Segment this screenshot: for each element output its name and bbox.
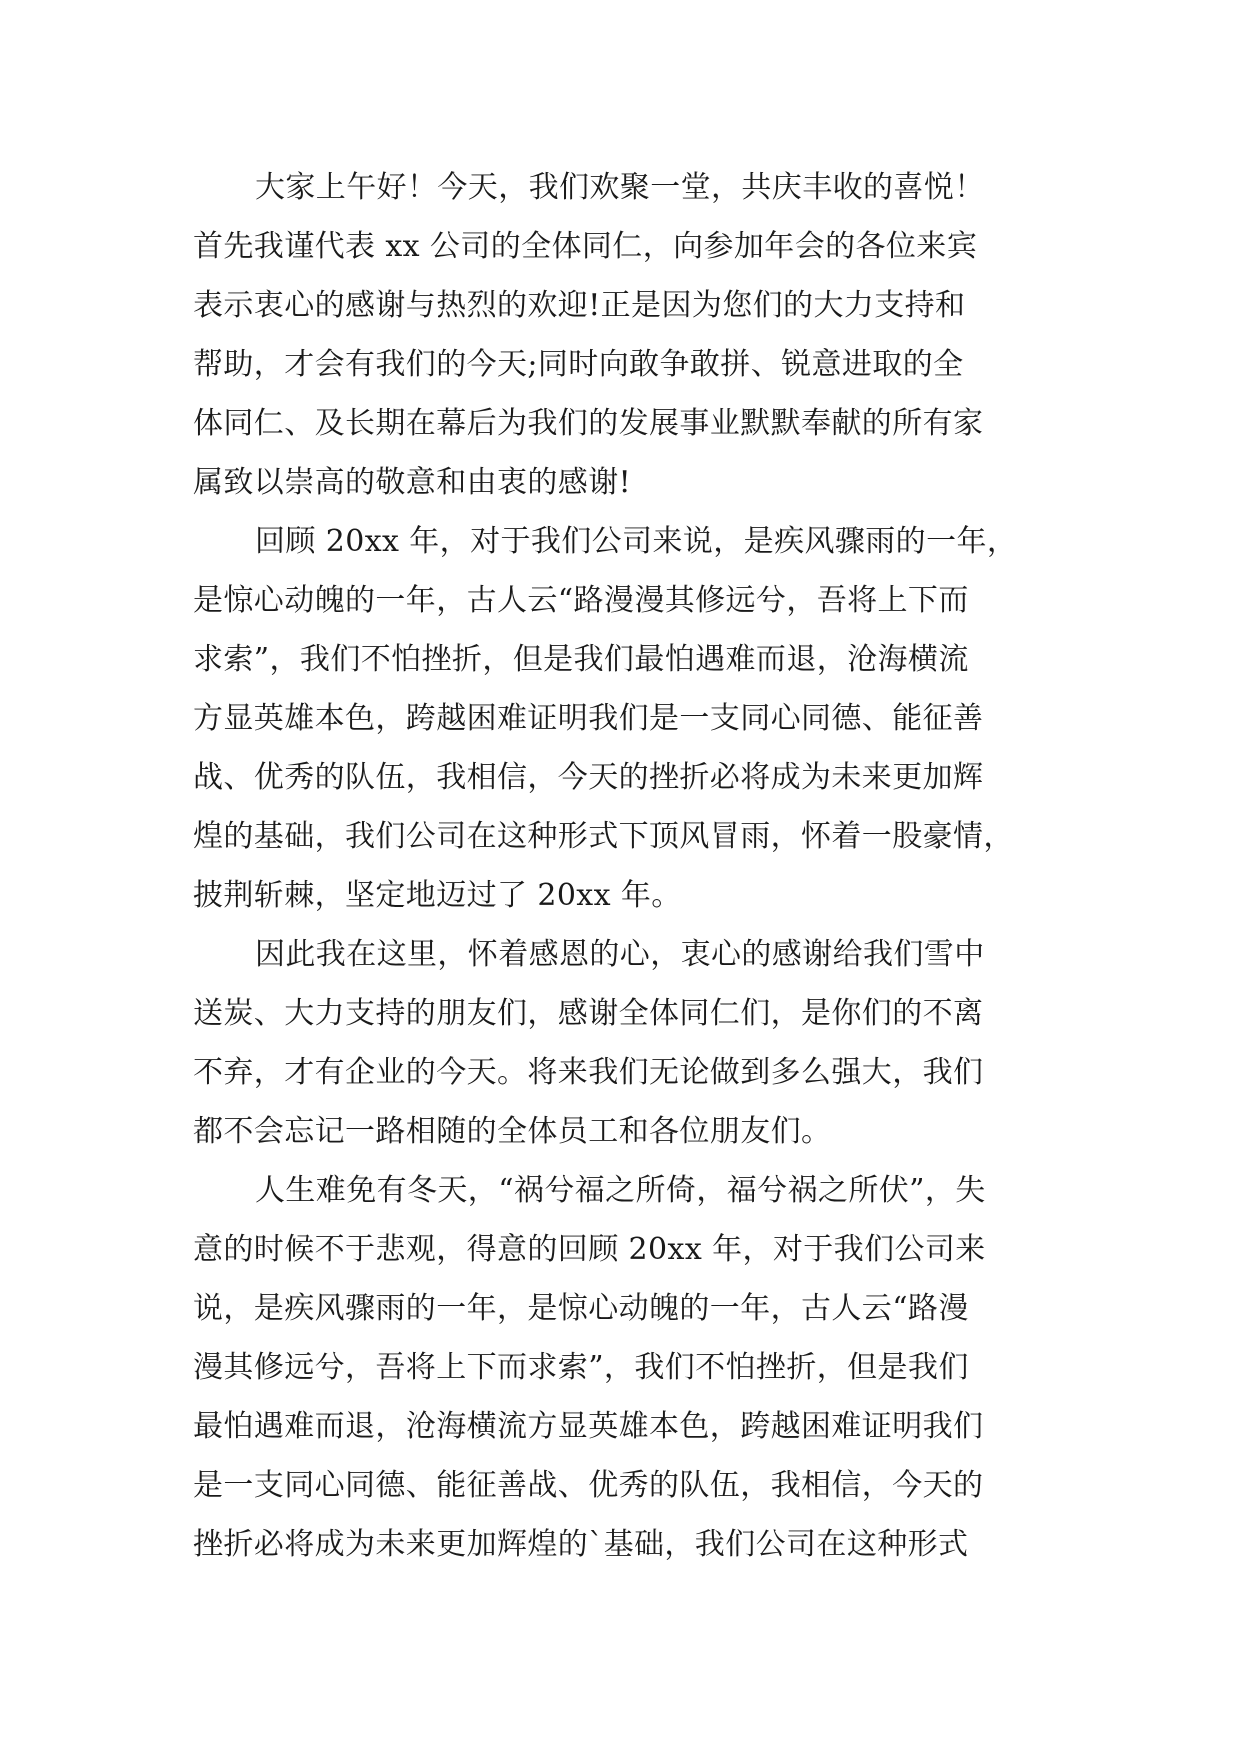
document-body: [193, 158, 1053, 1574]
text-line: 披荆斩棘，坚定地迈过了 20xx 年。: [193, 878, 682, 913]
text-line: 说，是疾风骤雨的一年，是惊心动魄的一年，古人云“路漫: [193, 1291, 969, 1326]
text-line: 意的时候不于悲观，得意的回顾 20xx 年，对于我们公司来: [193, 1232, 986, 1267]
text-line: 求索”，我们不怕挫折，但是我们最怕遇难而退，沧海横流: [193, 642, 969, 677]
text-line: 煌的基础，我们公司在这种形式下顶风冒雨，怀着一股豪情，: [193, 819, 1014, 854]
text-line: 人生难免有冬天，“祸兮福之所倚，福兮祸之所伏”，失: [255, 1173, 986, 1208]
text-line: 属致以崇高的敬意和由衷的感谢!: [193, 465, 632, 500]
paragraph-gratitude: [193, 925, 1053, 1161]
paragraph-review: [193, 512, 1053, 925]
paragraph-greeting: [193, 158, 1053, 512]
text-line: 是一支同心同德、能征善战、优秀的队伍，我相信，今天的: [193, 1468, 984, 1503]
text-line: 大家上午好！今天，我们欢聚一堂，共庆丰收的喜悦！: [255, 170, 985, 205]
text-line: 因此我在这里，怀着感恩的心，衷心的感谢给我们雪中: [255, 937, 985, 972]
text-line: 挫折必将成为未来更加辉煌的`基础，我们公司在这种形式: [193, 1527, 969, 1562]
text-line: 帮助，才会有我们的今天;同时向敢争敢拼、锐意进取的全: [193, 347, 964, 382]
text-line: 方显英雄本色，跨越困难证明我们是一支同心同德、能征善: [193, 701, 984, 736]
text-line: 都不会忘记一路相随的全体员工和各位朋友们。: [193, 1114, 832, 1149]
text-line: 表示衷心的感谢与热烈的欢迎!正是因为您们的大力支持和: [193, 288, 966, 323]
text-line: 回顾 20xx 年，对于我们公司来说，是疾风骤雨的一年，: [255, 524, 1018, 559]
text-line: 体同仁、及长期在幕后为我们的发展事业默默奉献的所有家: [193, 406, 984, 441]
text-line: 战、优秀的队伍，我相信，今天的挫折必将成为未来更加辉: [193, 760, 984, 795]
text-line: 最怕遇难而退，沧海横流方显英雄本色，跨越困难证明我们: [193, 1409, 984, 1444]
text-line: 漫其修远兮，吾将上下而求索”，我们不怕挫折，但是我们: [193, 1350, 969, 1385]
text-line: 首先我谨代表 xx 公司的全体同仁，向参加年会的各位来宾: [193, 229, 978, 264]
text-line: 是惊心动魄的一年，古人云“路漫漫其修远兮，吾将上下而: [193, 583, 969, 618]
paragraph-life: [193, 1161, 1053, 1574]
text-line: 不弃，才有企业的今天。将来我们无论做到多么强大，我们: [193, 1055, 984, 1090]
text-line: 送炭、大力支持的朋友们，感谢全体同仁们，是你们的不离: [193, 996, 984, 1031]
